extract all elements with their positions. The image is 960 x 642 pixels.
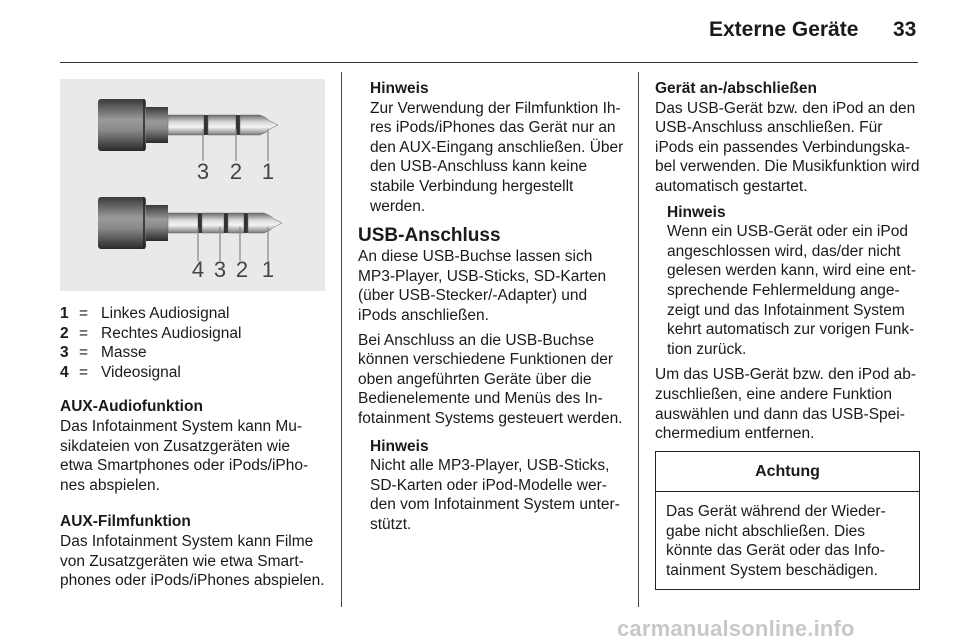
note-title: Hinweis bbox=[370, 437, 429, 455]
aux-film-heading: AUX-Filmfunktion bbox=[60, 513, 191, 531]
page-title: Externe Geräte bbox=[709, 18, 859, 41]
note-compatibility bbox=[358, 437, 626, 535]
note-text: Nicht alle MP3-Player, USB-Sticks, SD-Karten oder iPod-Modelle werden vom Infotainment System unterstützt. bbox=[370, 457, 620, 533]
legend-number: 3 bbox=[60, 344, 69, 362]
plug-3-pole bbox=[98, 99, 278, 184]
legend-equals: = bbox=[79, 305, 89, 322]
warning-text: Das Gerät während der Wiedergabe nicht abschließen. Dies könnte das Gerät oder das Infotainment System beschädigen. bbox=[666, 503, 886, 580]
plug-4-pole bbox=[98, 197, 282, 282]
column-1 bbox=[60, 79, 325, 591]
legend-text: Masse bbox=[101, 344, 147, 362]
audio-plug-illustration bbox=[60, 79, 325, 291]
figure-legend bbox=[60, 304, 325, 382]
page-number: 33 bbox=[893, 18, 917, 41]
note-text: Wenn ein USB-Gerät oder ein iPod angeschlossen wird, das/der nicht gelesen werden kann, wird eine entsprechende Fehlermeldung angezeigt und das Infotainment System kehrt automatisch zur vorigen Funktion zurück. bbox=[667, 223, 917, 358]
plug2-label-1: 1 bbox=[261, 257, 275, 282]
connect-heading: Gerät an-/abschließen bbox=[655, 80, 817, 97]
aux-film-text: Das Infotainment System kann Filme von Zusatzgeräten wie etwa Smartphones oder iPods/iPhones abspielen. bbox=[60, 532, 325, 590]
plug1-label-2: 2 bbox=[229, 159, 243, 184]
legend-number: 2 bbox=[60, 324, 69, 342]
note-title: Hinweis bbox=[370, 80, 429, 97]
note-film-usb bbox=[358, 79, 626, 216]
note-unreadable-device bbox=[655, 203, 923, 360]
aux-audio-heading: AUX-Audiofunktion bbox=[60, 398, 203, 416]
disconnect-text: Um das USB-Gerät bzw. den iPod abzuschließen, eine andere Funktion auswählen und dann das USB-Speichermedium entfernen. bbox=[655, 366, 917, 443]
legend-item bbox=[60, 363, 325, 383]
column-divider-2 bbox=[638, 72, 639, 607]
watermark: carmanualsonline.info bbox=[617, 616, 855, 641]
header-rule bbox=[60, 62, 918, 63]
connect-text: Das USB-Gerät bzw. den iPod an den USB-Anschluss anschließen. Für iPods ein passendes Verbindungskabel verwenden. Die Musikfunktion wird automatisch gestartet. bbox=[655, 99, 920, 195]
legend-item bbox=[60, 304, 325, 324]
warning-box bbox=[655, 451, 920, 590]
aux-plug-figure bbox=[60, 79, 325, 291]
usb-heading: USB-Anschluss bbox=[358, 225, 501, 247]
legend-equals: = bbox=[79, 324, 89, 342]
legend-text: Linkes Audiosignal bbox=[101, 305, 230, 322]
warning-title: Achtung bbox=[656, 452, 919, 493]
legend-text: Videosignal bbox=[101, 363, 181, 381]
plug2-label-2: 2 bbox=[235, 257, 249, 282]
usb-text-2: Bei Anschluss an die USB-Buchse können verschiedene Funktionen der oben angeführten Geräte über die Bedienelemente und Menüs des Infotainment Systems gesteuert werden. bbox=[358, 331, 623, 427]
note-title: Hinweis bbox=[667, 203, 726, 221]
legend-equals: = bbox=[79, 344, 89, 362]
legend-item bbox=[60, 324, 325, 344]
legend-number: 1 bbox=[60, 305, 69, 322]
aux-audio-text: Das Infotainment System kann Musikdateien von Zusatzgeräten wie etwa Smartphones oder iPods/iPhones abspielen. bbox=[60, 417, 309, 494]
legend-equals: = bbox=[79, 363, 89, 381]
column-divider-1 bbox=[341, 72, 342, 607]
plug1-label-3: 3 bbox=[196, 159, 210, 184]
plug1-label-1: 1 bbox=[261, 159, 275, 184]
legend-text: Rechtes Audiosignal bbox=[101, 324, 242, 342]
column-2 bbox=[358, 79, 626, 534]
plug2-label-4: 4 bbox=[191, 257, 205, 282]
note-text: Zur Verwendung der Filmfunktion Ihres iPods/iPhones das Gerät nur an den AUX-Eingang anschließen. Über den USB-Anschluss kann keine stabile Verbindung hergestellt werden. bbox=[370, 99, 624, 215]
usb-text-1: An diese USB-Buchse lassen sich MP3-Player, USB-Sticks, SD-Karten (über USB-Stecker/-Adapter) und iPods anschließen. bbox=[358, 248, 607, 324]
legend-number: 4 bbox=[60, 363, 69, 381]
column-3 bbox=[655, 79, 923, 590]
legend-item bbox=[60, 343, 325, 363]
plug2-label-3: 3 bbox=[213, 257, 227, 282]
